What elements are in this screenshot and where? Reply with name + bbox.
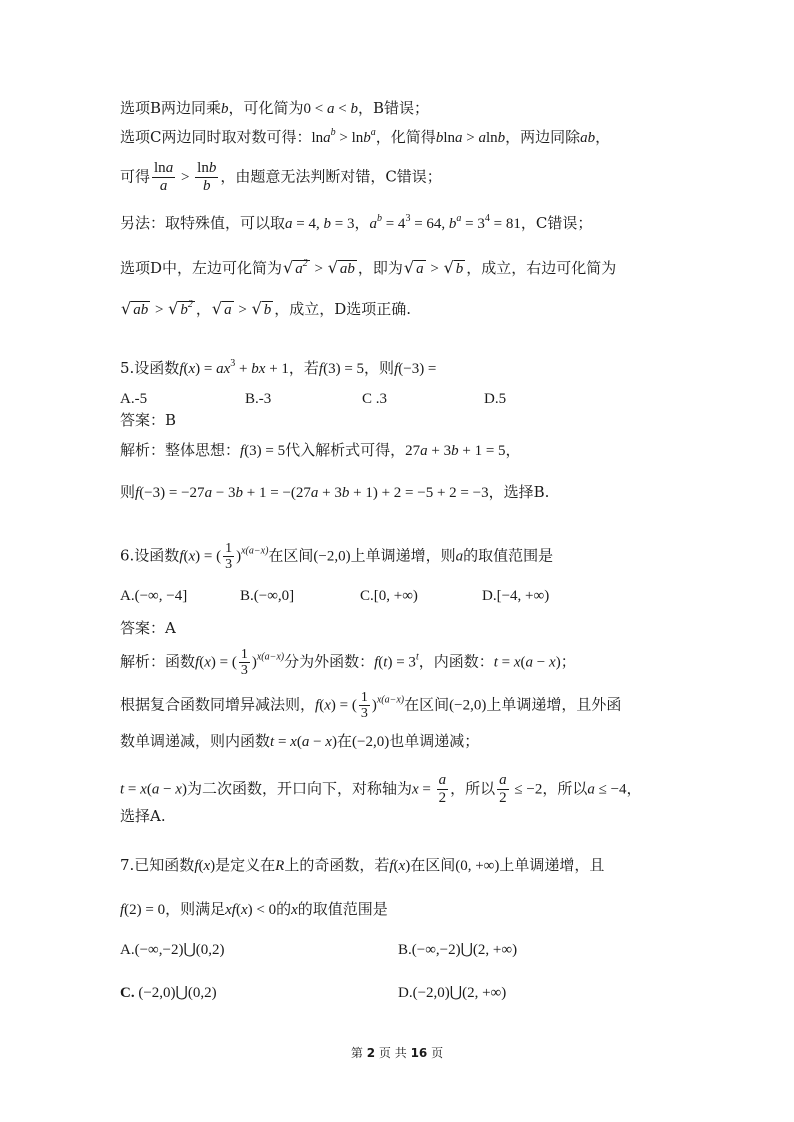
q7-option-d: D.(−2,0)⋃(2, +∞) [398, 985, 507, 1001]
q6-option-b: B.(−∞,0] [240, 588, 295, 604]
fraction-lnb-b: $\frac{\ln b}{b}$ [197, 160, 217, 194]
q6-answer: 答案：A [120, 619, 176, 637]
q7-stem-2: f(2) = 0，则满足xf(x) < 0的x的取值范围是 [120, 900, 388, 918]
q6-solution-4: t = x(a − x)为二次函数，开口向下，对称轴为x = $\frac{a}{2}$ ，所以 $\frac{a}{2}$ ≤ −2，所以a ≤ −4， [120, 772, 642, 806]
q6-solution-1: 解析：函数f(x) = ( $\frac{1}{3}$ )$^{x(a-x)}$分为外函数：$f(t) = 3^t$，内函数：t = x(a − x)； [120, 647, 576, 678]
q5-solution-2: 则f(−3) = −27a − 3b + 1 = −(27a + 3b + 1) + 2 = −5 + 2 = −3，选择B. [120, 483, 550, 501]
line-alt-method: 另法：取特殊值，可以取a = 4, b = 3，$a^b = 4^3 = 64$, $b^a = 3^4 = 81$，C错误； [120, 213, 593, 232]
q6-option-d: D.[−4, +∞) [482, 588, 550, 604]
q5-option-b: B.-3 [245, 391, 272, 407]
page-footer: 第 2 页 共 16 页 [350, 1046, 444, 1060]
q5-solution-1: 解析：整体思想：f(3) = 5代入解析式可得，27a + 3b + 1 = 5， [120, 441, 521, 459]
q6-solution-2: 根据复合函数同增异减法则，f(x) = ( $\frac{1}{3}$ )$^{x(a-x)}$在区间(−2,0)上单调递增，且外函 [120, 690, 622, 721]
q7-option-a: A.(−∞,−2)⋃(0,2) [120, 942, 225, 958]
q6-option-a: A.(−∞, −4] [120, 588, 188, 604]
q6-stem: 6.设函数f(x) = ( $\frac{1}{3}$ )$^{x(a-x)}$在区间(−2,0)上单调递增，则a的取值范围是 [120, 541, 554, 572]
q5-stem: 5.设函数$f(x) = ax^3$ + bx + 1，若f(3) = 5，则f(−3) = [120, 358, 437, 377]
page-number: 2 [366, 1046, 376, 1060]
fraction-a-over-2: $\frac{a}{2}$ [499, 772, 507, 806]
line-option-c-fraction: 可得 $\frac{\ln a}{a}$ > $\frac{\ln b}{b}$ ，由题意无法判断对错，C错误； [120, 160, 442, 194]
q7-option-c: C. (−2,0)⋃(0,2) [120, 985, 217, 1001]
q6-option-c: C.[0, +∞) [360, 588, 418, 604]
fraction-one-third: $\frac{1}{3}$ [240, 647, 248, 678]
q7-option-b: B.(−∞,−2)⋃(2, +∞) [398, 942, 518, 958]
fraction-lna-a: $\frac{\ln a}{a}$ [154, 160, 174, 194]
q6-solution-5: 选择A. [120, 807, 166, 825]
fraction-one-third: $\frac{1}{3}$ [225, 541, 233, 572]
q7-stem-1: 7.已知函数f(x)是定义在R上的奇函数，若f(x)在区间(0, +∞)上单调递增，且 [120, 856, 605, 874]
q5-option-c: C .3 [362, 391, 388, 407]
line-option-b: 选项B两边同乘b，可化简为0 < a < b，B错误； [120, 99, 430, 117]
page-total: 16 [410, 1046, 428, 1060]
fraction-one-third: $\frac{1}{3}$ [360, 690, 368, 721]
q5-answer: 答案：B [120, 411, 177, 429]
line-option-d-1: 选项D中，左边可化简为√ $a^2$ > √ ab ，即为√ a > √ b ，成立，右边可化简为 [120, 258, 617, 277]
line-option-d-2: √ ab > √ $b^2$ ，√ a > √ b ，成立，D选项正确. [121, 299, 412, 318]
q6-solution-3: 数单调递减，则内函数t = x(a − x)在(−2,0)也单调递减； [120, 732, 480, 750]
fraction-a-over-2: $\frac{a}{2}$ [438, 772, 447, 806]
q5-option-d: D.5 [484, 391, 507, 407]
line-option-c-log: 选项C两边同时取对数可得：lna$^b$ > lnb$^a$，化简得blna > alnb，两边同除ab， [120, 127, 611, 146]
q5-option-a: A.-5 [120, 391, 148, 407]
